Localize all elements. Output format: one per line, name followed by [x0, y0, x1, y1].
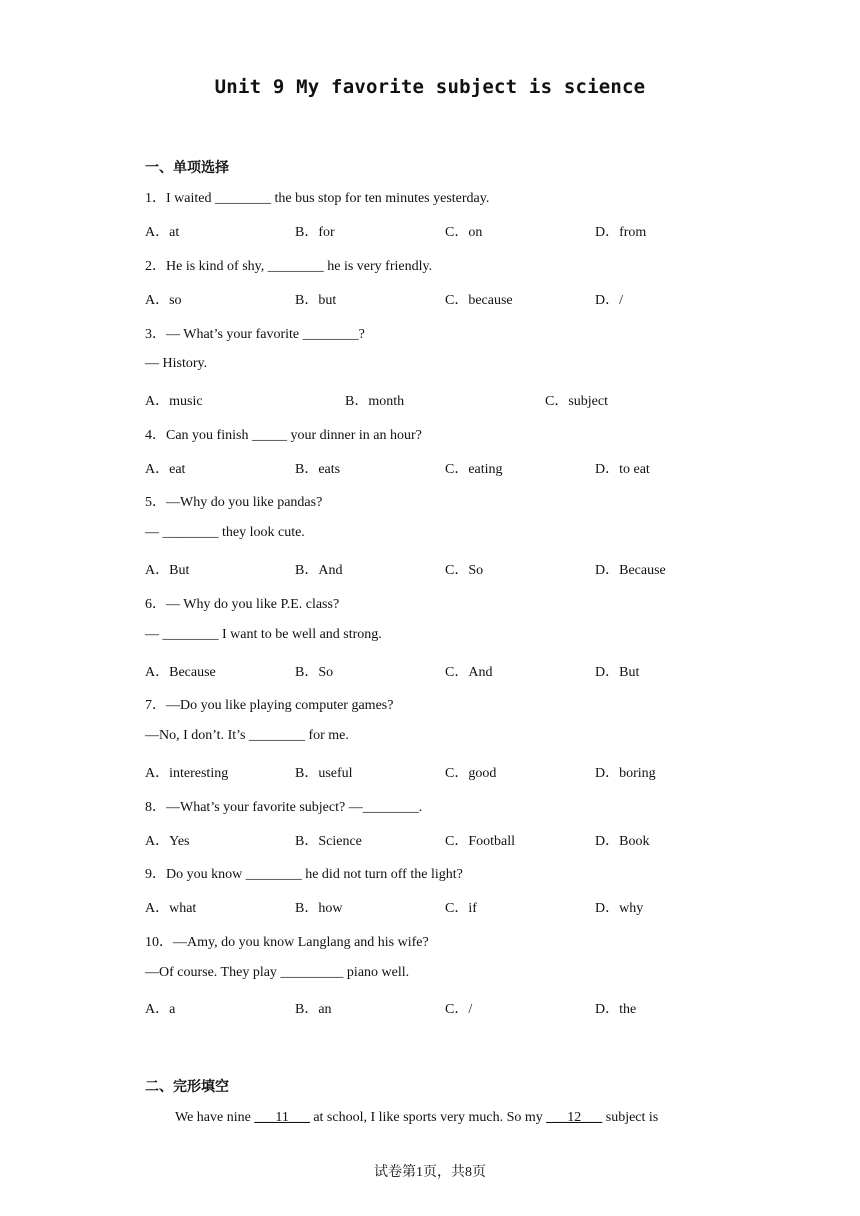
option-d: D．But	[595, 665, 640, 680]
option-c: C．eating	[445, 462, 503, 477]
question-6-stem: 6．— Why do you like P.E. class?	[145, 597, 340, 612]
question-2-options	[145, 289, 765, 309]
option-a: A．But	[145, 563, 190, 578]
option-b: B．but	[295, 293, 337, 308]
option-d: D．the	[595, 1002, 637, 1017]
option-b: B．useful	[295, 766, 353, 781]
question-6-answer-line: — ________ I want to be well and strong.	[145, 627, 382, 642]
option-c: C．if	[445, 901, 477, 916]
option-b: B．Science	[295, 834, 362, 849]
question-1-options	[145, 221, 765, 241]
option-c: C．subject	[545, 394, 608, 409]
question-9-options	[145, 897, 765, 917]
page-footer: 试卷第1页，共8页	[374, 1165, 486, 1180]
question-1-stem: 1．I waited ________ the bus stop for ten minutes yesterday.	[145, 191, 490, 206]
cloze-blank-11: ___11___	[254, 1110, 310, 1125]
option-d: D．Book	[595, 834, 650, 849]
option-a: A．Because	[145, 665, 216, 680]
section-heading-single-choice: 一、单项选择	[145, 160, 229, 176]
question-3-options	[145, 390, 765, 410]
page-title: Unit 9 My favorite subject is science	[214, 76, 646, 98]
option-c: C．/	[445, 1002, 473, 1017]
option-a: A．eat	[145, 462, 186, 477]
cloze-text: subject is	[602, 1110, 659, 1125]
option-c: C．because	[445, 293, 513, 308]
question-4-stem: 4．Can you finish _____ your dinner in an hour?	[145, 428, 422, 443]
question-3-stem: 3．— What’s your favorite ________?	[145, 327, 365, 342]
option-d: D．Because	[595, 563, 666, 578]
option-a: A．interesting	[145, 766, 229, 781]
option-c: C．good	[445, 766, 497, 781]
option-d: D．why	[595, 901, 644, 916]
option-a: A．a	[145, 1002, 176, 1017]
question-8-stem: 8．—What’s your favorite subject? —________.	[145, 800, 423, 815]
question-2-stem: 2．He is kind of shy, ________ he is very friendly.	[145, 259, 433, 274]
question-10-answer-line: —Of course. They play _________ piano well.	[145, 965, 410, 980]
question-10-options	[145, 998, 765, 1018]
question-3-answer-line: — History.	[145, 356, 208, 371]
question-6-options	[145, 661, 765, 681]
option-b: B．So	[295, 665, 334, 680]
question-8-options	[145, 830, 765, 850]
option-b: B．an	[295, 1002, 332, 1017]
option-c: C．on	[445, 225, 483, 240]
option-d: D．to eat	[595, 462, 650, 477]
question-10-stem: 10．—Amy, do you know Langlang and his wife?	[145, 935, 429, 950]
cloze-text: We have nine	[175, 1110, 255, 1125]
option-c: C．So	[445, 563, 484, 578]
option-d: D．/	[595, 293, 623, 308]
option-d: D．boring	[595, 766, 656, 781]
cloze-blank-12: ___12___	[546, 1110, 603, 1125]
cloze-text: at school, I like sports very much. So my	[309, 1110, 547, 1125]
option-b: B．for	[295, 225, 335, 240]
option-a: A．what	[145, 901, 197, 916]
question-4-options	[145, 458, 765, 478]
option-b: B．And	[295, 563, 343, 578]
question-5-answer-line: — ________ they look cute.	[145, 525, 305, 540]
question-5-stem: 5．—Why do you like pandas?	[145, 495, 323, 510]
option-b: B．eats	[295, 462, 341, 477]
section-heading-cloze: 二、完形填空	[145, 1079, 229, 1095]
question-7-stem: 7．—Do you like playing computer games?	[145, 698, 394, 713]
question-7-answer-line: —No, I don’t. It’s ________ for me.	[145, 728, 349, 743]
question-9-stem: 9．Do you know ________ he did not turn off the light?	[145, 867, 463, 882]
option-b: B．month	[345, 394, 405, 409]
option-a: A．at	[145, 225, 180, 240]
option-c: C．And	[445, 665, 493, 680]
option-a: A．so	[145, 293, 182, 308]
question-5-options	[145, 559, 765, 579]
question-7-options	[145, 762, 765, 782]
cloze-passage-line	[175, 1110, 658, 1126]
option-d: D．from	[595, 225, 647, 240]
option-a: A．Yes	[145, 834, 190, 849]
option-a: A．music	[145, 394, 203, 409]
option-b: B．how	[295, 901, 343, 916]
option-c: C．Football	[445, 834, 516, 849]
